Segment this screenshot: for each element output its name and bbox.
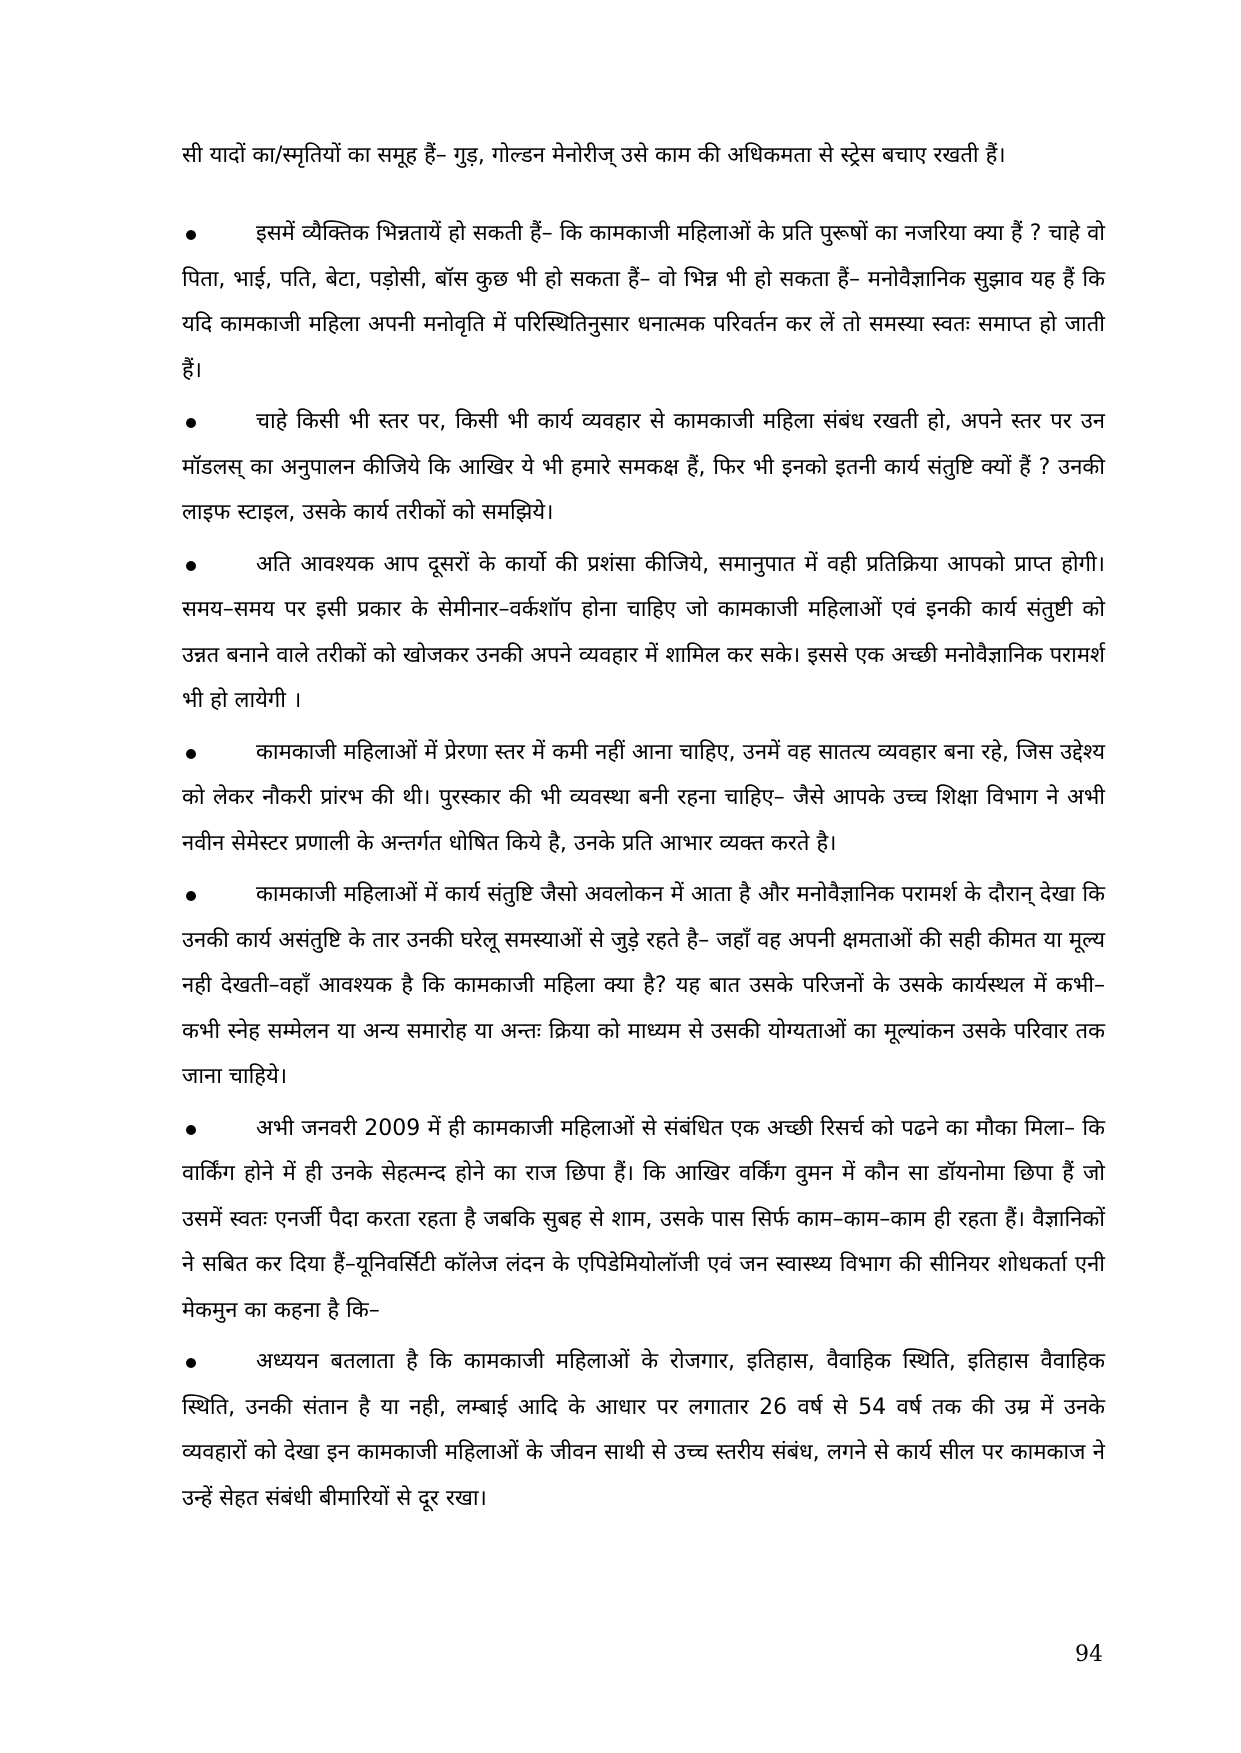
bullet-text: कामकाजी महिलाओं में प्रेरणा स्तर में कमी नहीं आना चाहिए, उनमें वह सातत्य व्यवहार बना रहे, जिस उद्देश्य को लेकर नौकरी प्रांरभ की थी। पुरस्कार की भी व्यवस्था बनी रहना चाहिए– जैसे आपके उच्च शिक्षा विभाग ने अभी नवीन सेमेस्टर प्रणाली के अन्तर्गत धोषित किये है, उनके प्रति आभार व्यक्त करते है।: [182, 739, 1105, 856]
bullet-list: [182, 211, 1105, 1527]
bullet-icon: [186, 418, 196, 428]
bullet-text: अध्ययन बतलाता है कि कामकाजी महिलाओं के रोजगार, इतिहास, वैवाहिक स्थिति, इतिहास वैवाहिक स्थिति, उनकी संतान है या नही, लम्बाई आदि के आधार पर लगातार 26 वर्ष से 54 वर्ष तक की उम्र में उनके व्यवहारों को देखा इन कामकाजी महिलाओं के जीवन साथी से उच्च स्तरीय संबंध, लगने से कार्य सील पर कामकाज ने उन्हें सेहत संबंधी बीमारियों से दूर रखा।: [182, 1349, 1105, 1511]
bullet-icon: [186, 1358, 196, 1368]
bullet-icon: [186, 749, 196, 759]
bullet-text: कामकाजी महिलाओं में कार्य संतुष्टि जैसो अवलोकन में आता है और मनोवैज्ञानिक परामर्श के दौरान् देखा कि उनकी कार्य असंतुष्टि के तार उनकी घरेलू समस्याओं से जुड़े रहते है– जहाँ वह अपनी क्षमताओं की सही कीमत या मूल्य नही देखती–वहाँ आवश्यक है कि कामकाजी महिला क्या है? यह बात उसके परिजनों के उसके कार्यस्थल में कभी–कभी स्नेह सम्मेलन या अन्य समारोह या अन्तः क्रिया को माध्यम से उसकी योग्यताओं का मूल्यांकन उसके परिवार तक जाना चाहिये।: [182, 882, 1105, 1089]
page-number: 94: [1075, 1642, 1103, 1667]
bullet-text: चाहे किसी भी स्तर पर, किसी भी कार्य व्यवहार से कामकाजी महिला संबंध रखती हो, अपने स्तर पर उन मॉडलस् का अनुपालन कीजिये कि आखिर ये भी हमारे समकक्ष हैं, फिर भी इनको इतनी कार्य संतुष्टि क्यों हैं ? उनकी लाइफ स्टाइल, उसके कार्य तरीकों को समझिये।: [182, 409, 1105, 525]
bullet-icon: [186, 561, 196, 571]
bullet-text: अति आवश्यक आप दूसरों के कार्यो की प्रशंसा कीजिये, समानुपात में वही प्रतिक्रिया आपको प्राप्त होगी। समय–समय पर इसी प्रकार के सेमीनार–वर्कशॉप होना चाहिए जो कामकाजी महिलाओं एवं इनकी कार्य संतुष्टी को उन्नत बनाने वाले तरीकों को खोजकर उनकी अपने व्यवहार में शामिल कर सके। इससे एक अच्छी मनोवैज्ञानिक परामर्श भी हो लायेगी ।: [182, 551, 1105, 713]
bullet-icon: [186, 891, 196, 901]
bullet-item: [182, 1339, 1105, 1521]
opening-paragraph-text: सी यादों का/स्मृतियों का समूह हैं– गुड़, गोल्डन मेनोरीज् उसे काम की अधिकमता से स्ट्रेस बचाए रखती हैं।: [182, 143, 1006, 168]
bullet-item: [182, 211, 1105, 393]
bullet-item: [182, 872, 1105, 1100]
bullet-item: [182, 399, 1105, 536]
bullet-text: अभी जनवरी 2009 में ही कामकाजी महिलाओं से संबंधित एक अच्छी रिसर्च को पढने का मौका मिला– कि वार्किंग होने में ही उनके सेहत्मन्द होने का राज छिपा हैं। कि आखिर वर्किंग वुमन में कौन सा डॉयनोमा छिपा हैं जो उसमें स्वतः एनर्जी पैदा करता रहता है जबकि सुबह से शाम, उसके पास सिर्फ काम–काम–काम ही रहता हैं। वैज्ञानिकों ने सबित कर दिया हैं–यूनिवर्सिटी कॉलेज लंदन के एपिडेमियोलॉजी एवं जन स्वास्थ्य विभाग की सीनियर शोधकर्ता एनी मेकमुन का कहना है कि–: [182, 1115, 1105, 1323]
bullet-item: [182, 542, 1105, 724]
bullet-icon: [186, 1125, 196, 1135]
bullet-item: [182, 1106, 1105, 1334]
bullet-text: इसमें व्यैक्तिक भिन्नतायें हो सकती हैं– कि कामकाजी महिलाओं के प्रति पुरूषों का नजरिया क्या हैं ? चाहे वो पिता, भाई, पति, बेटा, पड़ोसी, बॉस कुछ भी हो सकता हैं– वो भिन्न भी हो सकता हैं– मनोवैज्ञानिक सुझाव यह हैं कि यदि कामकाजी महिला अपनी मनोवृति में परिस्थितिनुसार धनात्मक परिवर्तन कर लें तो समस्या स्वतः समाप्त हो जाती हैं।: [182, 221, 1105, 383]
bullet-icon: [186, 230, 196, 240]
bullet-item: [182, 730, 1105, 867]
opening-paragraph: [182, 133, 1105, 179]
